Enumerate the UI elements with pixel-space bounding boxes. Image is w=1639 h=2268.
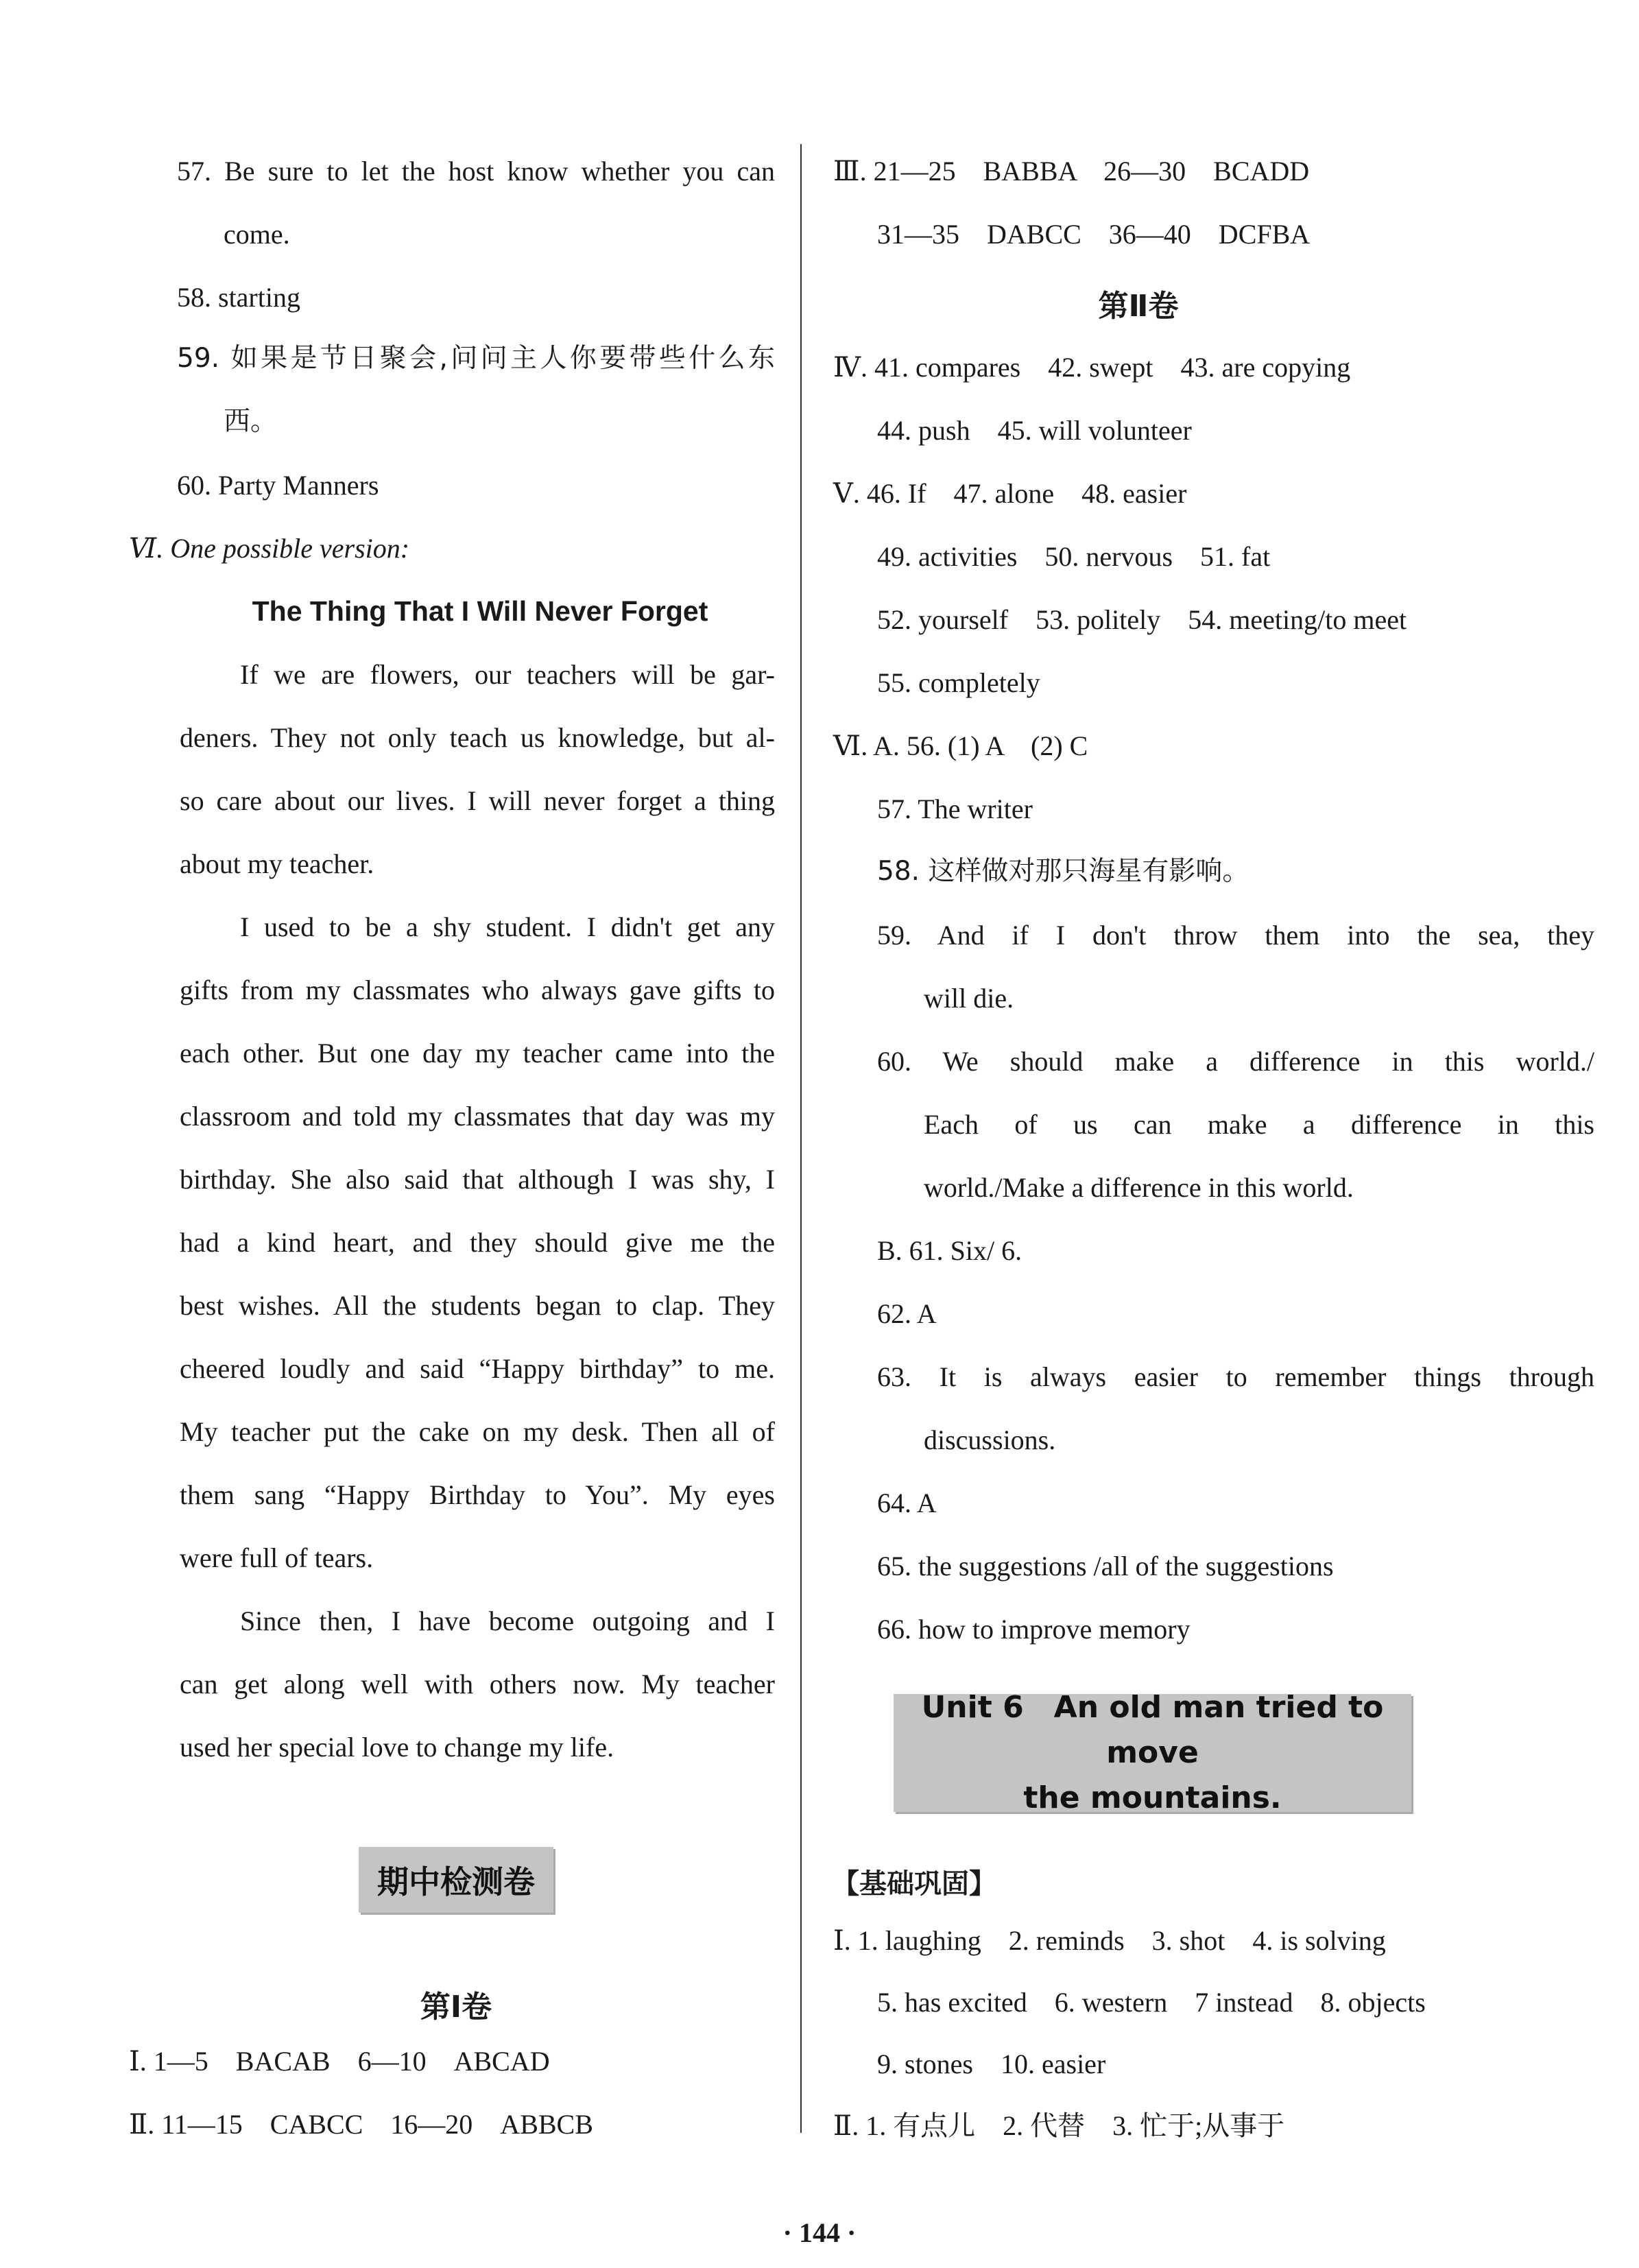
answer-60: 60. Party Manners bbox=[177, 470, 379, 501]
answer-57: 57. Be sure to let the host know whether you can bbox=[177, 156, 775, 187]
essay-line: classroom and told my classmates that day was my bbox=[180, 1101, 775, 1132]
answer-row-31-40: 31—35 DABCC 36—40 DCFBA bbox=[877, 219, 1311, 250]
writing-label: Ⅵ. One possible version: bbox=[129, 533, 410, 564]
essay-line: My teacher put the cake on my desk. Then all of bbox=[180, 1416, 775, 1447]
answer-vi-61: B. 61. Six/ 6. bbox=[877, 1235, 1022, 1266]
essay-line: cheered loudly and said “Happy birthday” to me. bbox=[180, 1353, 775, 1384]
unit-6-heading-line-1: Unit 6 An old man tried to move bbox=[921, 1690, 1384, 1770]
essay-line: deners. They not only teach us knowledge, but al- bbox=[180, 722, 775, 753]
answer-vi-60-cont: Each of us can make a difference in this bbox=[924, 1109, 1594, 1140]
basic-consolidation-heading: 【基础巩固】 bbox=[832, 1868, 996, 1900]
midterm-test-heading: 期中检测卷 bbox=[359, 1847, 553, 1913]
answer-v-4: 55. completely bbox=[877, 667, 1040, 698]
essay-line: about my teacher. bbox=[180, 848, 374, 879]
unit-6-heading bbox=[894, 1690, 1411, 1815]
essay-title: The Thing That I Will Never Forget bbox=[252, 595, 708, 627]
essay-line: can get along well with others now. My teacher bbox=[180, 1669, 775, 1699]
essay-line: gifts from my classmates who always gave gifts to bbox=[180, 975, 775, 1005]
unit-6-heading-line-2: the mountains. bbox=[1023, 1780, 1282, 1815]
page-number: · 144 · bbox=[782, 2217, 857, 2248]
unit-answer-i-3: 9. stones 10. easier bbox=[877, 2049, 1106, 2079]
essay-line: so care about our lives. I will never forget a thing bbox=[180, 785, 775, 816]
left-column bbox=[0, 0, 795, 2268]
answer-57-cont: come. bbox=[224, 219, 290, 250]
unit-answer-ii-1: Ⅱ. 1. 有点儿 2. 代替 3. 忙于;从事于 bbox=[833, 2110, 1285, 2141]
answer-vi-66: 66. how to improve memory bbox=[877, 1614, 1191, 1645]
answer-vi-59-cont: will die. bbox=[924, 983, 1014, 1014]
essay-line: best wishes. All the students began to clap. They bbox=[180, 1290, 775, 1321]
essay-line: If we are flowers, our teachers will be gar- bbox=[240, 659, 775, 690]
answer-v-3: 52. yourself 53. politely 54. meeting/to meet bbox=[877, 604, 1407, 635]
answer-row-1-10: Ⅰ. 1—5 BACAB 6—10 ABCAD bbox=[129, 2046, 550, 2077]
answer-vi-56: Ⅵ. A. 56. (1) A (2) C bbox=[833, 730, 1088, 761]
essay-line: each other. But one day my teacher came into the bbox=[180, 1038, 775, 1069]
answer-v-2: 49. activities 50. nervous 51. fat bbox=[877, 541, 1271, 572]
unit-answer-i-1: Ⅰ. 1. laughing 2. reminds 3. shot 4. is solving bbox=[833, 1925, 1386, 1956]
essay-line: had a kind heart, and they should give me the bbox=[180, 1227, 775, 1258]
answer-vi-64: 64. A bbox=[877, 1488, 937, 1518]
answer-vi-63-cont: discussions. bbox=[924, 1424, 1056, 1455]
essay-line: Since then, I have become outgoing and I bbox=[240, 1605, 775, 1636]
column-divider bbox=[800, 144, 802, 2133]
answer-vi-60-cont: world./Make a difference in this world. bbox=[924, 1172, 1354, 1203]
answer-58: 58. starting bbox=[177, 282, 300, 313]
unit-answer-i-2: 5. has excited 6. western 7 instead 8. objects bbox=[877, 1987, 1426, 2018]
answer-vi-65: 65. the suggestions /all of the suggestions bbox=[877, 1551, 1334, 1581]
answer-row-21-30: Ⅲ. 21—25 BABBA 26—30 BCADD bbox=[833, 156, 1310, 187]
volume-2-heading: 第Ⅱ卷 bbox=[1098, 289, 1179, 324]
answer-vi-62: 62. A bbox=[877, 1298, 937, 1329]
essay-line: them sang “Happy Birthday to You”. My eyes bbox=[180, 1479, 775, 1510]
answer-59-cont: 西。 bbox=[224, 406, 278, 437]
answer-v-1: Ⅴ. 46. If 47. alone 48. easier bbox=[833, 478, 1187, 509]
answer-59: 59. 如果是节日聚会,问问主人你要带些什么东 bbox=[177, 343, 775, 374]
essay-line: I used to be a shy student. I didn't get any bbox=[240, 911, 775, 942]
essay-line: were full of tears. bbox=[180, 1542, 374, 1573]
answer-iv-1: Ⅳ. 41. compares 42. swept 43. are copying bbox=[833, 352, 1351, 383]
essay-line: birthday. She also said that although I was shy, I bbox=[180, 1164, 775, 1195]
answer-vi-58: 58. 这样做对那只海星有影响。 bbox=[877, 856, 1249, 887]
answer-vi-63: 63. It is always easier to remember things through bbox=[877, 1361, 1594, 1392]
volume-1-heading: 第Ⅰ卷 bbox=[420, 1990, 492, 2025]
answer-iv-2: 44. push 45. will volunteer bbox=[877, 415, 1192, 446]
answer-row-11-20: Ⅱ. 11—15 CABCC 16—20 ABBCB bbox=[129, 2109, 593, 2140]
answer-vi-60: 60. We should make a difference in this world./ bbox=[877, 1046, 1594, 1077]
answer-vi-59: 59. And if I don't throw them into the sea, they bbox=[877, 920, 1594, 951]
answer-vi-57: 57. The writer bbox=[877, 793, 1033, 824]
essay-line: used her special love to change my life. bbox=[180, 1732, 614, 1763]
